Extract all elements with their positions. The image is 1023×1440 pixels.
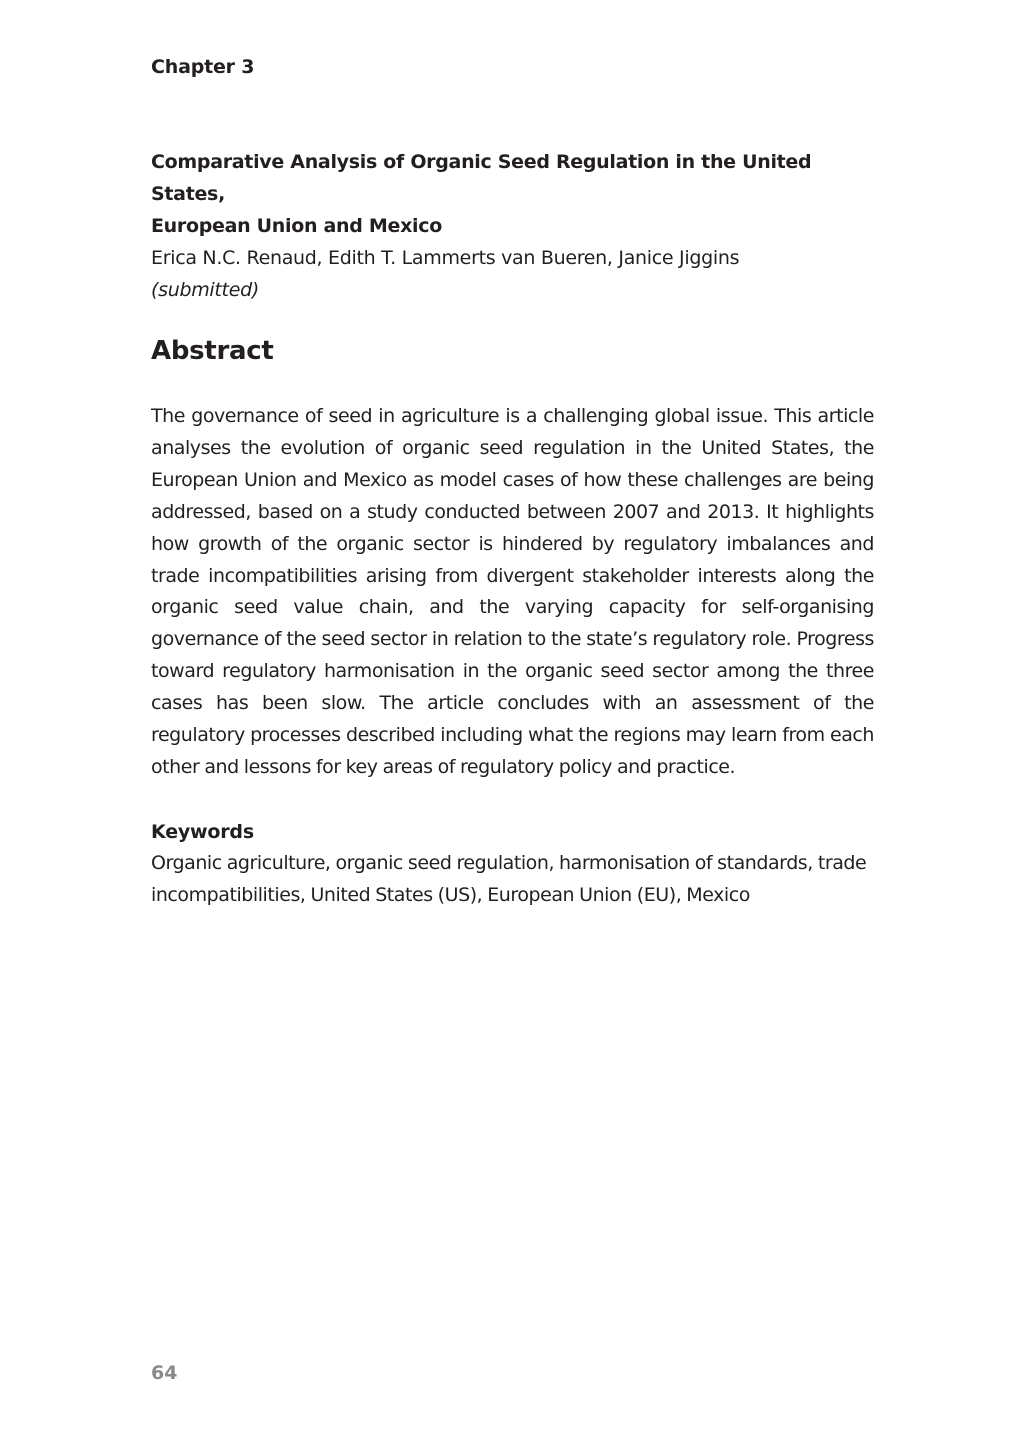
article-title: [151, 146, 874, 242]
keywords-heading: Keywords: [151, 821, 254, 843]
abstract-heading: Abstract: [151, 336, 274, 366]
article-header: [151, 146, 874, 306]
article-title-line-2: European Union and Mexico: [151, 215, 442, 237]
submission-status: (submitted): [151, 279, 259, 301]
page-number: 64: [151, 1362, 178, 1384]
article-title-line-1: Comparative Analysis of Organic Seed Regulation in the United States,: [151, 151, 812, 205]
article-authors: Erica N.C. Renaud, Edith T. Lammerts van Bueren, Janice Jiggins: [151, 247, 740, 269]
document-page: [151, 0, 874, 1440]
abstract-body: The governance of seed in agriculture is a challenging global issue. This article analyses the evolution of organic seed regulation in the United States, the European Union and Mexico as model cases of how these challenges are being addressed, based on a study conducted between 2007 and 2013. It highlights how growth of the organic sector is hindered by regulatory imbalances and trade incompatibilities arising from divergent stakeholder interests along the organic seed value chain, and the varying capacity for self-organising governance of the seed sector in relation to the state’s regulatory role. Progress toward regulatory harmonisation in the organic seed sector among the three cases has been slow. The article concludes with an assessment of the regulatory processes described including what the regions may learn from each other and lessons for key areas of regulatory policy and practice.: [151, 405, 874, 778]
chapter-label: Chapter 3: [151, 56, 255, 78]
keywords-body: Organic agriculture, organic seed regulation, harmonisation of standards, trade incompatibilities, United States (US), European Union (EU), Mexico: [151, 852, 867, 906]
